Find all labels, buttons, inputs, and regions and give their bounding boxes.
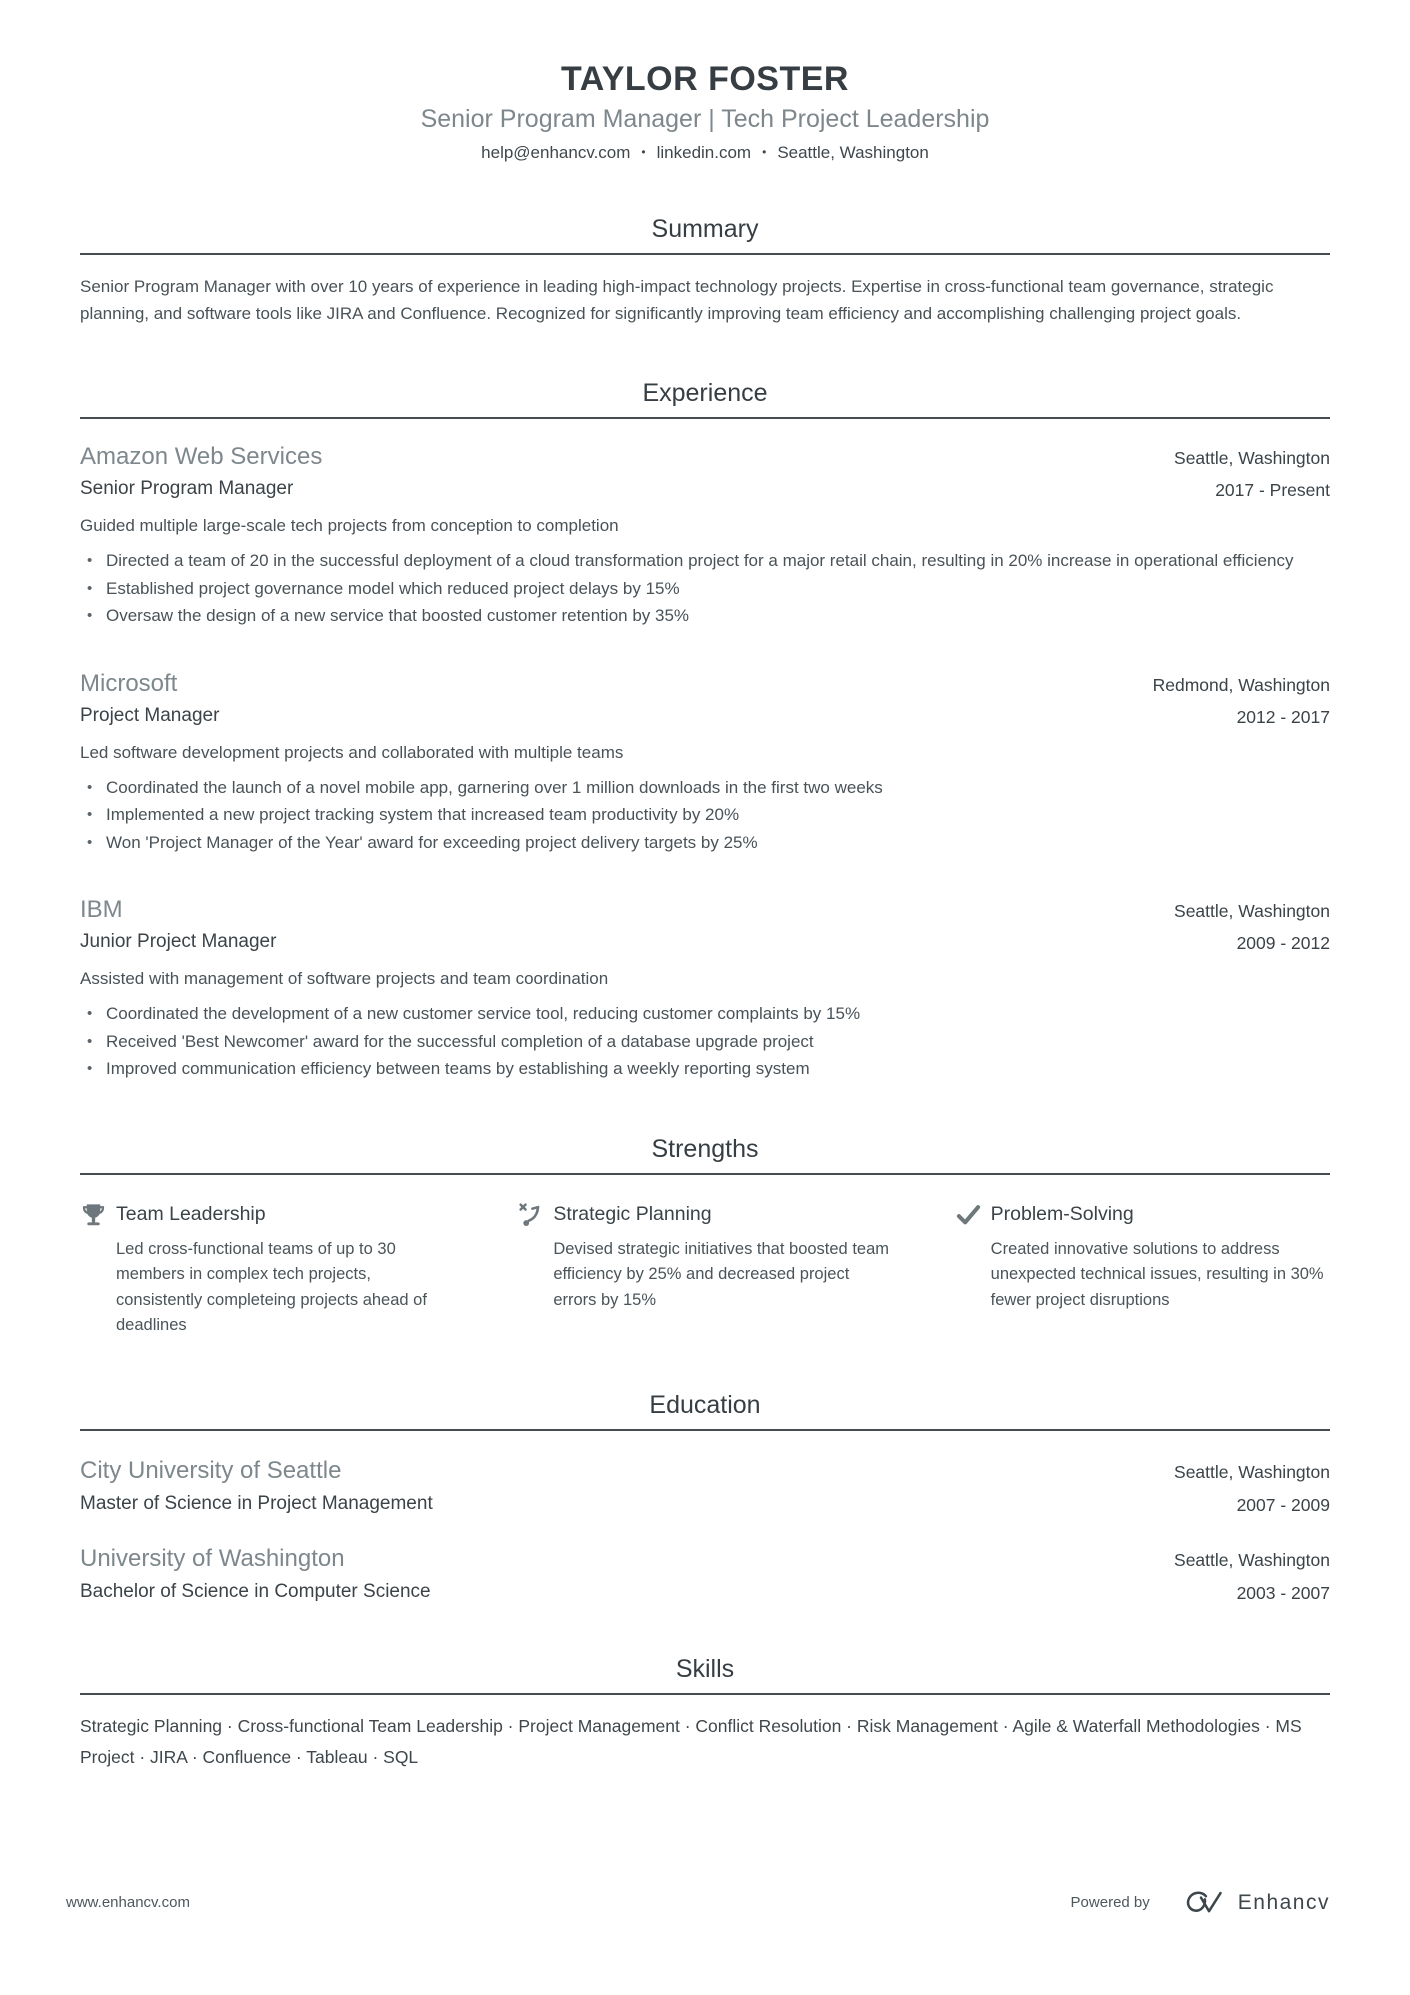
section-divider	[80, 253, 1330, 255]
position-title: Junior Project Manager	[80, 931, 277, 952]
company-name: Amazon Web Services	[80, 443, 323, 470]
strength-item	[80, 1201, 455, 1339]
contact-separator-dot: •	[641, 145, 646, 159]
summary-section	[80, 215, 1330, 327]
strength-title: Problem-Solving	[990, 1202, 1134, 1225]
strength-item	[955, 1201, 1330, 1339]
education-section	[80, 1391, 1330, 1603]
entry-location: Seattle, Washington	[1174, 448, 1330, 468]
entry-summary: Assisted with management of software projects and team coordination	[80, 969, 609, 988]
skills-list: Strategic Planning · Cross-functional Team Leadership · Project Management · Conflict Resolution · Risk Management · Agile & Waterfall Methodologies · MS Project · JIRA · Confluence · Tableau · SQL	[80, 1715, 1302, 1767]
education-entry	[80, 1545, 1330, 1603]
trophy-icon	[80, 1201, 107, 1228]
resume-header	[80, 60, 1330, 163]
bullet-item: • Coordinated the development of a new customer service tool, reducing customer complaints by 15%	[80, 1000, 1330, 1028]
bullet-item: • Improved communication efficiency between teams by establishing a weekly reporting system	[80, 1055, 1330, 1083]
contact-email[interactable]: help@enhancv.com	[481, 143, 631, 162]
degree-title: Bachelor of Science in Computer Science	[80, 1580, 431, 1602]
education-entry	[80, 1457, 1330, 1515]
entry-location: Seattle, Washington	[1174, 901, 1330, 921]
section-divider	[80, 1429, 1330, 1431]
footer-site-link[interactable]: www.enhancv.com	[66, 1894, 190, 1911]
entry-bullet-list	[80, 547, 1330, 630]
skills-heading: Skills	[675, 1654, 735, 1683]
powered-by-block[interactable]	[1071, 1888, 1330, 1917]
contact-line	[80, 143, 1330, 163]
experience-heading: Experience	[642, 379, 768, 407]
bullet-item: • Coordinated the launch of a novel mobile app, garnering over 1 million downloads in the first two weeks	[80, 774, 1330, 802]
entry-summary: Led software development projects and collaborated with multiple teams	[80, 742, 624, 762]
degree-title: Master of Science in Project Management	[80, 1492, 433, 1514]
bullet-item: • Oversaw the design of a new service that boosted customer retention by 35%	[80, 602, 1330, 630]
strength-text: Devised strategic initiatives that boosted team efficiency by 25% and decreased project errors by 15%	[553, 1239, 889, 1309]
contact-separator-dot: •	[762, 145, 767, 159]
strengths-section	[80, 1135, 1330, 1339]
institution-name: City University of Seattle	[80, 1456, 342, 1484]
experience-section	[80, 379, 1330, 1083]
bullet-item: • Received 'Best Newcomer' award for the successful completion of a database upgrade project	[80, 1028, 1330, 1056]
entry-location: Seattle, Washington	[1174, 1549, 1330, 1570]
summary-heading: Summary	[651, 215, 759, 243]
strategy-icon	[517, 1201, 544, 1228]
entry-bullet-list	[80, 1000, 1330, 1083]
section-divider	[80, 1693, 1330, 1695]
experience-entry	[80, 443, 1330, 630]
bullet-item: • Implemented a new project tracking system that increased team productivity by 20%	[80, 801, 1330, 829]
powered-by-label: Powered by	[1070, 1894, 1150, 1911]
enhancv-logo-icon	[1178, 1888, 1224, 1917]
candidate-title: Senior Program Manager | Tech Project Leadership	[420, 105, 990, 133]
contact-location: Seattle, Washington	[777, 143, 929, 162]
education-heading: Education	[649, 1390, 761, 1419]
entry-location: Seattle, Washington	[1174, 1461, 1330, 1482]
bullet-item: • Won 'Project Manager of the Year' award for exceeding project delivery targets by 25%	[80, 829, 1330, 857]
entry-dates: 2017 - Present	[1215, 480, 1330, 500]
summary-text: Senior Program Manager with over 10 years of experience in leading high-impact technology projects. Expertise in cross-functional team governance, strategic planning, and software tools like JIRA and Confluence. Recognized for significantly improving team efficiency and accomplishing challenging project goals.	[80, 277, 1274, 323]
experience-entry	[80, 896, 1330, 1083]
entry-location: Redmond, Washington	[1152, 674, 1330, 695]
company-name: Microsoft	[80, 669, 178, 697]
strength-title: Team Leadership	[116, 1202, 266, 1225]
page-footer	[66, 1888, 1330, 1917]
company-name: IBM	[80, 896, 123, 923]
entry-dates: 2007 - 2009	[1236, 1494, 1330, 1515]
entry-dates: 2012 - 2017	[1236, 706, 1330, 727]
strength-item	[517, 1201, 892, 1339]
strength-text: Led cross-functional teams of up to 30 members in complex tech projects, consistently completeing projects ahead of deadlines	[116, 1239, 427, 1334]
bullet-item: • Established project governance model which reduced project delays by 15%	[80, 575, 1330, 603]
strengths-grid	[80, 1201, 1330, 1339]
candidate-name: TAYLOR FOSTER	[561, 60, 849, 98]
entry-summary: Guided multiple large-scale tech projects from conception to completion	[80, 516, 619, 535]
experience-entry	[80, 670, 1330, 857]
section-divider	[80, 417, 1330, 419]
contact-linkedin[interactable]: linkedin.com	[656, 143, 752, 162]
check-icon	[955, 1201, 982, 1228]
entry-dates: 2009 - 2012	[1236, 933, 1330, 953]
strength-title: Strategic Planning	[553, 1202, 712, 1225]
institution-name: University of Washington	[80, 1544, 345, 1572]
section-divider	[80, 1173, 1330, 1175]
entry-dates: 2003 - 2007	[1236, 1582, 1330, 1603]
skills-section	[80, 1655, 1330, 1773]
bullet-item: • Directed a team of 20 in the successful deployment of a cloud transformation project for a major retail chain, resulting in 20% increase in operational efficiency	[80, 547, 1330, 575]
strengths-heading: Strengths	[651, 1134, 759, 1163]
position-title: Project Manager	[80, 704, 220, 726]
entry-bullet-list	[80, 774, 1330, 857]
enhancv-brand-name: Enhancv	[1237, 1890, 1330, 1914]
position-title: Senior Program Manager	[80, 478, 294, 499]
strength-text: Created innovative solutions to address unexpected technical issues, resulting in 30% fewer project disruptions	[990, 1239, 1324, 1309]
